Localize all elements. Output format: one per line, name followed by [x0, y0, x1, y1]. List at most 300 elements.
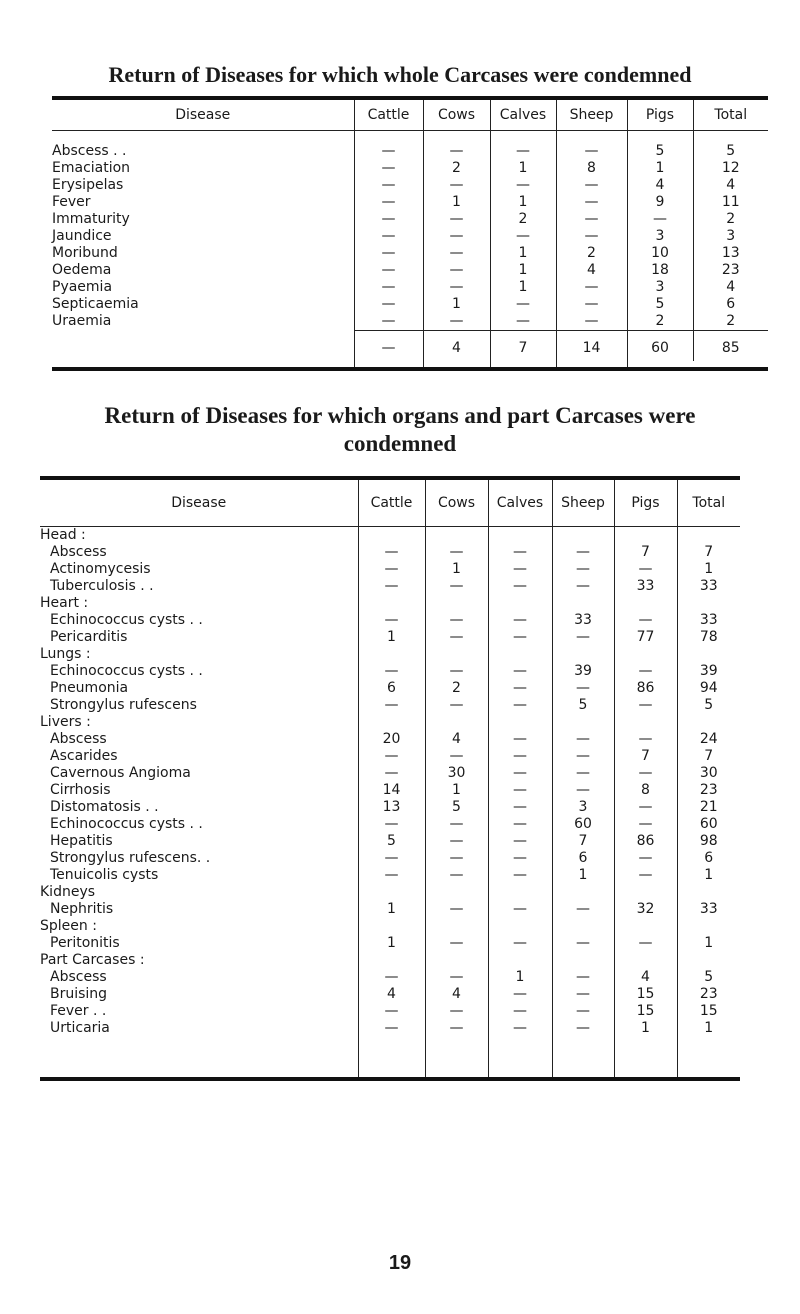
- count-cell: [358, 646, 425, 663]
- count-cell: 13: [693, 245, 768, 262]
- table-row: [52, 245, 768, 262]
- count-cell: 6: [552, 850, 614, 867]
- count-cell: —: [354, 177, 423, 194]
- count-cell: —: [552, 544, 614, 561]
- disease-label: Ascarides: [50, 748, 118, 764]
- count-cell: —: [614, 612, 677, 629]
- table1-total-total: 85: [693, 331, 768, 362]
- table-row: [40, 816, 740, 833]
- count-cell: —: [358, 663, 425, 680]
- count-cell: 77: [614, 629, 677, 646]
- table-row: [52, 228, 768, 245]
- table1-header-calves: Calves: [490, 98, 556, 131]
- table-row: [40, 1020, 740, 1037]
- disease-label: Echinococcus cysts . .: [50, 612, 203, 628]
- count-cell: [677, 952, 740, 969]
- count-cell: —: [490, 131, 556, 161]
- count-cell: [552, 595, 614, 612]
- table-row: [40, 833, 740, 850]
- table1-totals-spacer: [52, 331, 354, 362]
- table1-total-sheep: 14: [556, 331, 627, 362]
- count-cell: [552, 952, 614, 969]
- disease-label: Tuberculosis . .: [50, 578, 154, 594]
- count-cell: 7: [552, 833, 614, 850]
- count-cell: 18: [627, 262, 693, 279]
- table2-title-line1: Return of Diseases for which organs and part Carcases were: [104, 403, 696, 428]
- count-cell: —: [354, 245, 423, 262]
- count-cell: —: [354, 131, 423, 161]
- count-cell: [552, 527, 614, 545]
- count-cell: 2: [425, 680, 488, 697]
- count-cell: 7: [677, 544, 740, 561]
- count-cell: —: [488, 986, 552, 1003]
- table2-header-cattle: Cattle: [358, 478, 425, 527]
- count-cell: 33: [614, 578, 677, 595]
- count-cell: —: [552, 731, 614, 748]
- count-cell: —: [552, 969, 614, 986]
- count-cell: —: [425, 901, 488, 918]
- count-cell: [677, 527, 740, 545]
- count-cell: —: [614, 663, 677, 680]
- count-cell: 4: [614, 969, 677, 986]
- count-cell: —: [488, 561, 552, 578]
- count-cell: 15: [614, 986, 677, 1003]
- count-cell: 1: [490, 245, 556, 262]
- count-cell: —: [425, 629, 488, 646]
- count-cell: [425, 714, 488, 731]
- count-cell: 1: [490, 262, 556, 279]
- count-cell: 1: [490, 279, 556, 296]
- table2-bottom-rule: [40, 1037, 740, 1079]
- count-cell: [425, 952, 488, 969]
- count-cell: —: [488, 680, 552, 697]
- count-cell: [677, 918, 740, 935]
- count-cell: [677, 595, 740, 612]
- table-row: [40, 578, 740, 595]
- count-cell: —: [425, 969, 488, 986]
- count-cell: 30: [677, 765, 740, 782]
- count-cell: —: [614, 799, 677, 816]
- table1-header-cows: Cows: [423, 98, 490, 131]
- table-row: [40, 969, 740, 986]
- count-cell: 21: [677, 799, 740, 816]
- disease-label: Fever . .: [50, 1003, 107, 1019]
- count-cell: 3: [627, 279, 693, 296]
- count-cell: —: [425, 578, 488, 595]
- disease-label: Pneumonia: [50, 680, 129, 696]
- count-cell: [358, 918, 425, 935]
- count-cell: [614, 952, 677, 969]
- table-row: [40, 595, 740, 612]
- count-cell: 1: [677, 867, 740, 884]
- disease-label: Bruising: [50, 986, 108, 1002]
- count-cell: —: [488, 544, 552, 561]
- count-cell: [677, 714, 740, 731]
- count-cell: 5: [677, 969, 740, 986]
- count-cell: —: [425, 867, 488, 884]
- count-cell: —: [488, 663, 552, 680]
- count-cell: 4: [693, 177, 768, 194]
- count-cell: 4: [425, 986, 488, 1003]
- count-cell: [425, 646, 488, 663]
- count-cell: 3: [693, 228, 768, 245]
- table2-title-line2: condemned: [343, 431, 457, 456]
- group-label: Spleen :: [40, 918, 97, 934]
- disease-label: Urticaria: [50, 1020, 110, 1036]
- count-cell: —: [358, 578, 425, 595]
- count-cell: [358, 714, 425, 731]
- count-cell: —: [425, 1020, 488, 1037]
- count-cell: —: [552, 986, 614, 1003]
- count-cell: 1: [677, 935, 740, 952]
- table-row: [40, 629, 740, 646]
- count-cell: 86: [614, 680, 677, 697]
- disease-label: Moribund: [52, 245, 118, 261]
- disease-label: Pyaemia: [52, 279, 113, 295]
- count-cell: 39: [677, 663, 740, 680]
- count-cell: 1: [614, 1020, 677, 1037]
- disease-label: Abscess . .: [52, 143, 127, 159]
- count-cell: [358, 952, 425, 969]
- count-cell: —: [358, 765, 425, 782]
- count-cell: —: [423, 279, 490, 296]
- table1-total-calves: 7: [490, 331, 556, 362]
- count-cell: [614, 595, 677, 612]
- table-row: [40, 527, 740, 545]
- count-cell: [358, 527, 425, 545]
- table-row: [40, 1003, 740, 1020]
- disease-label: Nephritis: [50, 901, 114, 917]
- table2-header-sheep: Sheep: [552, 478, 614, 527]
- table-row: [52, 279, 768, 296]
- count-cell: —: [614, 850, 677, 867]
- count-cell: —: [552, 748, 614, 765]
- table-row: [40, 544, 740, 561]
- count-cell: [677, 646, 740, 663]
- count-cell: 4: [693, 279, 768, 296]
- count-cell: 4: [425, 731, 488, 748]
- whole-carcases-table: [52, 96, 768, 371]
- table-row: [40, 935, 740, 952]
- count-cell: —: [552, 680, 614, 697]
- count-cell: 5: [627, 131, 693, 161]
- table-row: [40, 765, 740, 782]
- table1-header-row: [52, 98, 768, 131]
- disease-label: Erysipelas: [52, 177, 124, 193]
- count-cell: [488, 714, 552, 731]
- count-cell: —: [354, 211, 423, 228]
- table-row: [40, 612, 740, 629]
- count-cell: 5: [358, 833, 425, 850]
- count-cell: 1: [627, 160, 693, 177]
- table1-header-cattle: Cattle: [354, 98, 423, 131]
- table-row: [40, 884, 740, 901]
- count-cell: 23: [693, 262, 768, 279]
- count-cell: 10: [627, 245, 693, 262]
- group-label: Lungs :: [40, 646, 91, 662]
- count-cell: 4: [627, 177, 693, 194]
- disease-label: Abscess: [50, 544, 107, 560]
- count-cell: 5: [425, 799, 488, 816]
- count-cell: —: [488, 782, 552, 799]
- count-cell: 1: [677, 1020, 740, 1037]
- count-cell: —: [490, 313, 556, 331]
- table1-total-cows: 4: [423, 331, 490, 362]
- count-cell: 2: [490, 211, 556, 228]
- count-cell: —: [552, 935, 614, 952]
- table2-header-cows: Cows: [425, 478, 488, 527]
- table-row: [40, 714, 740, 731]
- count-cell: 23: [677, 986, 740, 1003]
- table-row: [40, 918, 740, 935]
- count-cell: —: [358, 612, 425, 629]
- table-row: [52, 131, 768, 161]
- table-row: [52, 160, 768, 177]
- disease-label: Cirrhosis: [50, 782, 111, 798]
- count-cell: —: [556, 211, 627, 228]
- count-cell: 13: [358, 799, 425, 816]
- count-cell: —: [423, 131, 490, 161]
- disease-label: Echinococcus cysts . .: [50, 816, 203, 832]
- count-cell: —: [358, 697, 425, 714]
- disease-label: Strongylus rufescens. .: [50, 850, 211, 866]
- count-cell: 1: [425, 782, 488, 799]
- count-cell: —: [358, 748, 425, 765]
- count-cell: —: [354, 228, 423, 245]
- count-cell: 2: [693, 211, 768, 228]
- table1-bottom-rule: [52, 361, 768, 369]
- count-cell: —: [358, 544, 425, 561]
- count-cell: —: [488, 816, 552, 833]
- table2-header-calves: Calves: [488, 478, 552, 527]
- count-cell: —: [488, 1020, 552, 1037]
- count-cell: [552, 646, 614, 663]
- count-cell: —: [552, 901, 614, 918]
- count-cell: 9: [627, 194, 693, 211]
- count-cell: 1: [490, 194, 556, 211]
- disease-label: Echinococcus cysts . .: [50, 663, 203, 679]
- count-cell: 32: [614, 901, 677, 918]
- count-cell: 6: [693, 296, 768, 313]
- count-cell: 5: [693, 131, 768, 161]
- count-cell: —: [552, 1003, 614, 1020]
- count-cell: 7: [677, 748, 740, 765]
- count-cell: —: [614, 935, 677, 952]
- disease-label: Tenuicolis cysts: [50, 867, 159, 883]
- count-cell: —: [488, 578, 552, 595]
- disease-label: Oedema: [52, 262, 112, 278]
- count-cell: 6: [677, 850, 740, 867]
- count-cell: 1: [423, 194, 490, 211]
- count-cell: 98: [677, 833, 740, 850]
- count-cell: [488, 527, 552, 545]
- count-cell: —: [556, 279, 627, 296]
- organs-part-carcases-table: [40, 476, 740, 1081]
- count-cell: 11: [693, 194, 768, 211]
- count-cell: 7: [614, 748, 677, 765]
- count-cell: —: [552, 629, 614, 646]
- count-cell: —: [556, 313, 627, 331]
- disease-label: Uraemia: [52, 313, 112, 330]
- table1-header-sheep: Sheep: [556, 98, 627, 131]
- count-cell: —: [552, 1020, 614, 1037]
- count-cell: —: [614, 697, 677, 714]
- count-cell: [425, 918, 488, 935]
- count-cell: —: [354, 296, 423, 313]
- group-label: Part Carcases :: [40, 952, 145, 968]
- table-row: [40, 952, 740, 969]
- count-cell: 30: [425, 765, 488, 782]
- count-cell: —: [556, 296, 627, 313]
- count-cell: [552, 714, 614, 731]
- table1-header-pigs: Pigs: [627, 98, 693, 131]
- count-cell: [677, 884, 740, 901]
- count-cell: 86: [614, 833, 677, 850]
- count-cell: —: [423, 262, 490, 279]
- count-cell: 15: [614, 1003, 677, 1020]
- disease-label: Abscess: [50, 969, 107, 985]
- disease-label: Abscess: [50, 731, 107, 747]
- count-cell: [614, 527, 677, 545]
- count-cell: —: [358, 1020, 425, 1037]
- count-cell: [425, 884, 488, 901]
- count-cell: 24: [677, 731, 740, 748]
- count-cell: —: [488, 867, 552, 884]
- count-cell: 4: [358, 986, 425, 1003]
- count-cell: —: [358, 867, 425, 884]
- count-cell: —: [488, 935, 552, 952]
- count-cell: 14: [358, 782, 425, 799]
- group-label: Kidneys: [40, 884, 96, 900]
- count-cell: 33: [677, 612, 740, 629]
- count-cell: —: [488, 697, 552, 714]
- count-cell: —: [425, 612, 488, 629]
- group-label: Livers :: [40, 714, 91, 730]
- count-cell: 33: [677, 901, 740, 918]
- disease-label: Immaturity: [52, 211, 130, 227]
- count-cell: —: [556, 194, 627, 211]
- count-cell: 1: [358, 935, 425, 952]
- count-cell: [614, 646, 677, 663]
- count-cell: —: [556, 131, 627, 161]
- count-cell: 94: [677, 680, 740, 697]
- count-cell: 1: [552, 867, 614, 884]
- disease-label: Actinomycesis: [50, 561, 151, 577]
- count-cell: —: [354, 279, 423, 296]
- disease-label: Cavernous Angioma: [50, 765, 191, 781]
- count-cell: —: [358, 969, 425, 986]
- count-cell: —: [425, 697, 488, 714]
- count-cell: —: [425, 833, 488, 850]
- count-cell: —: [488, 748, 552, 765]
- count-cell: —: [490, 296, 556, 313]
- count-cell: 5: [677, 697, 740, 714]
- count-cell: 2: [423, 160, 490, 177]
- table-row: [52, 296, 768, 313]
- disease-label: Distomatosis . .: [50, 799, 159, 815]
- count-cell: —: [488, 850, 552, 867]
- count-cell: —: [488, 1003, 552, 1020]
- table-row: [52, 313, 768, 331]
- count-cell: 8: [556, 160, 627, 177]
- count-cell: 12: [693, 160, 768, 177]
- table-row: [40, 850, 740, 867]
- count-cell: —: [425, 748, 488, 765]
- count-cell: —: [425, 663, 488, 680]
- count-cell: 1: [423, 296, 490, 313]
- count-cell: [552, 884, 614, 901]
- count-cell: [425, 527, 488, 545]
- count-cell: —: [488, 799, 552, 816]
- disease-label: Pericarditis: [50, 629, 128, 645]
- count-cell: [614, 714, 677, 731]
- table1-header-disease: Disease: [52, 98, 354, 131]
- count-cell: 1: [358, 901, 425, 918]
- count-cell: [488, 952, 552, 969]
- table1-header-total: Total: [693, 98, 768, 131]
- count-cell: 33: [552, 612, 614, 629]
- count-cell: 6: [358, 680, 425, 697]
- count-cell: 4: [556, 262, 627, 279]
- count-cell: —: [552, 765, 614, 782]
- count-cell: 2: [693, 313, 768, 331]
- count-cell: 60: [677, 816, 740, 833]
- count-cell: 1: [488, 969, 552, 986]
- count-cell: 15: [677, 1003, 740, 1020]
- count-cell: [488, 595, 552, 612]
- count-cell: —: [552, 578, 614, 595]
- table-row: [52, 177, 768, 194]
- disease-label: Hepatitis: [50, 833, 113, 849]
- disease-label: Jaundice: [52, 228, 112, 244]
- table-row: [40, 986, 740, 1003]
- count-cell: —: [556, 177, 627, 194]
- disease-label: Peritonitis: [50, 935, 120, 951]
- count-cell: —: [552, 561, 614, 578]
- count-cell: —: [358, 816, 425, 833]
- count-cell: —: [425, 544, 488, 561]
- count-cell: —: [488, 901, 552, 918]
- table-row: [40, 680, 740, 697]
- count-cell: [614, 918, 677, 935]
- table-row: [52, 194, 768, 211]
- table-row: [40, 782, 740, 799]
- count-cell: 5: [552, 697, 614, 714]
- count-cell: —: [425, 935, 488, 952]
- count-cell: —: [423, 313, 490, 331]
- count-cell: [552, 918, 614, 935]
- table-row: [40, 867, 740, 884]
- count-cell: 78: [677, 629, 740, 646]
- count-cell: —: [614, 561, 677, 578]
- count-cell: [488, 646, 552, 663]
- table-row: [40, 697, 740, 714]
- count-cell: —: [614, 816, 677, 833]
- count-cell: —: [614, 867, 677, 884]
- count-cell: —: [354, 160, 423, 177]
- count-cell: —: [614, 765, 677, 782]
- count-cell: 60: [552, 816, 614, 833]
- group-label: Head :: [40, 527, 86, 543]
- count-cell: —: [488, 765, 552, 782]
- count-cell: —: [358, 1003, 425, 1020]
- count-cell: —: [614, 731, 677, 748]
- count-cell: —: [354, 313, 423, 331]
- table2-header-row: [40, 478, 740, 527]
- count-cell: [358, 595, 425, 612]
- table-row: [40, 901, 740, 918]
- count-cell: —: [425, 816, 488, 833]
